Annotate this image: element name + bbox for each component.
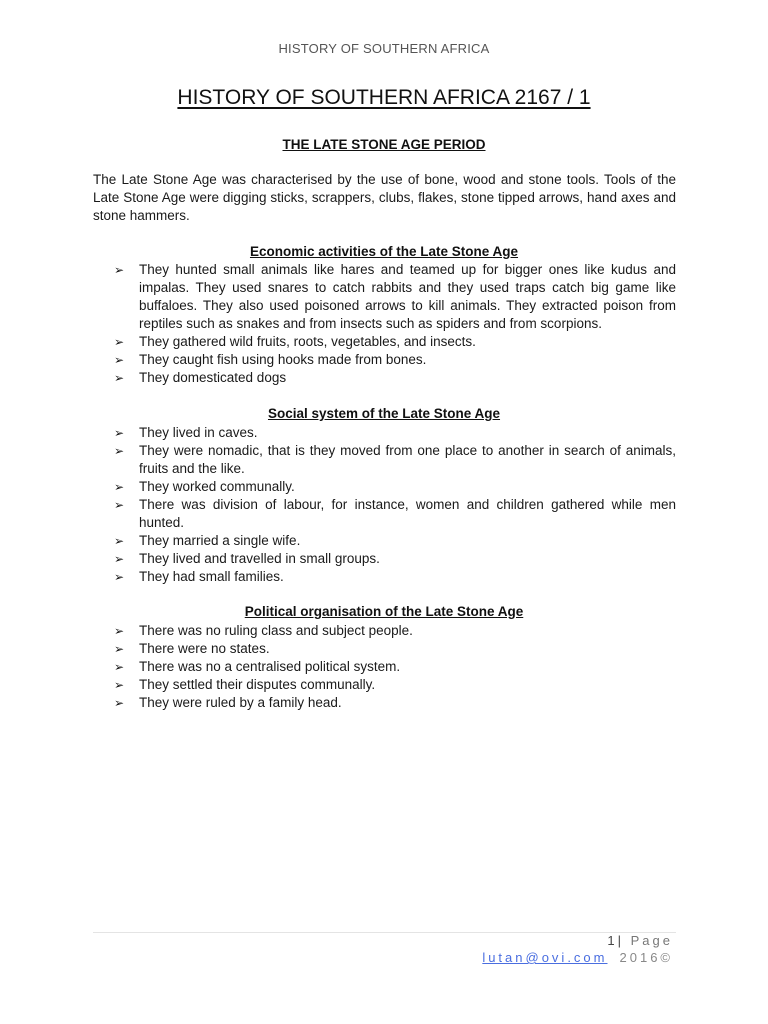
social-heading: Social system of the Late Stone Age — [267, 406, 501, 421]
arrow-bullet-icon: ➢ — [114, 263, 125, 277]
page-separator: | — [617, 933, 624, 948]
arrow-bullet-icon: ➢ — [114, 480, 125, 494]
arrow-bullet-icon: ➢ — [114, 696, 125, 710]
arrow-bullet-icon: ➢ — [114, 552, 125, 566]
list-item — [93, 676, 676, 694]
list-item-text: They hunted small animals like hares and teamed up for bigger ones like kudus and impalas. They used snares to catch rabbits and they used traps catch big game like buffaloes. They also used poisoned arrows to kill animals. They extracted poison from reptiles such as snakes and from insects such as spiders and from scorpions. — [139, 262, 676, 331]
list-item-text: They gathered wild fruits, roots, vegetables, and insects. — [139, 334, 476, 349]
arrow-bullet-icon: ➢ — [114, 642, 125, 656]
political-list — [93, 622, 676, 712]
list-item-text: They were ruled by a family head. — [139, 695, 342, 710]
arrow-bullet-icon: ➢ — [114, 570, 125, 584]
copyright-year: 2016© — [619, 950, 673, 965]
list-item-text: They lived in caves. — [139, 425, 258, 440]
list-item-text: There was division of labour, for instance, women and children gathered while men hunted. — [139, 497, 676, 530]
list-item — [93, 261, 676, 333]
list-item — [93, 478, 676, 496]
list-item-text: There was no ruling class and subject people. — [139, 623, 413, 638]
social-list — [93, 424, 676, 586]
list-item — [93, 640, 676, 658]
arrow-bullet-icon: ➢ — [114, 624, 125, 638]
list-item — [93, 369, 676, 387]
list-item-text: They domesticated dogs — [139, 370, 287, 385]
running-header: HISTORY OF SOUTHERN AFRICA — [278, 41, 490, 56]
list-item-text: They were nomadic, that is they moved from one place to another in search of animals, fruits and the like. — [139, 443, 676, 476]
list-item-text: They had small families. — [139, 569, 284, 584]
arrow-bullet-icon: ➢ — [114, 371, 125, 385]
arrow-bullet-icon: ➢ — [114, 678, 125, 692]
list-item-text: They settled their disputes communally. — [139, 677, 376, 692]
list-item-text: There were no states. — [139, 641, 270, 656]
economic-heading: Economic activities of the Late Stone Age — [249, 244, 519, 259]
list-item — [93, 658, 676, 676]
list-item — [93, 532, 676, 550]
list-item — [93, 442, 676, 478]
email-link[interactable]: lutan@ovi.com — [482, 950, 608, 965]
list-item — [93, 424, 676, 442]
page-number-value: 1 — [607, 933, 618, 948]
page-number — [607, 933, 673, 948]
arrow-bullet-icon: ➢ — [114, 660, 125, 674]
list-item — [93, 568, 676, 586]
list-item-text: They worked communally. — [139, 479, 295, 494]
footer-divider — [93, 932, 676, 933]
period-heading: THE LATE STONE AGE PERIOD — [282, 137, 486, 152]
political-heading: Political organisation of the Late Stone Age — [244, 604, 524, 619]
list-item — [93, 694, 676, 712]
arrow-bullet-icon: ➢ — [114, 444, 125, 458]
footer-contact — [482, 950, 673, 965]
list-item-text: They lived and travelled in small groups. — [139, 551, 380, 566]
list-item — [93, 496, 676, 532]
list-item — [93, 550, 676, 568]
arrow-bullet-icon: ➢ — [114, 534, 125, 548]
list-item — [93, 351, 676, 369]
list-item-text: They caught fish using hooks made from bones. — [139, 352, 427, 367]
economic-list — [93, 261, 676, 387]
arrow-bullet-icon: ➢ — [114, 426, 125, 440]
list-item-text: They married a single wife. — [139, 533, 301, 548]
page-label: Page — [630, 933, 673, 948]
list-item — [93, 622, 676, 640]
intro-paragraph: The Late Stone Age was characterised by the use of bone, wood and stone tools. Tools of the Late Stone Age were digging sticks, scrappers, clubs, flakes, stone tipped arrows, hand axes and stone hammers. — [93, 172, 676, 223]
list-item — [93, 333, 676, 351]
list-item-text: There was no a centralised political system. — [139, 659, 401, 674]
document-title: HISTORY OF SOUTHERN AFRICA 2167 / 1 — [177, 86, 591, 109]
arrow-bullet-icon: ➢ — [114, 498, 125, 512]
arrow-bullet-icon: ➢ — [114, 353, 125, 367]
arrow-bullet-icon: ➢ — [114, 335, 125, 349]
